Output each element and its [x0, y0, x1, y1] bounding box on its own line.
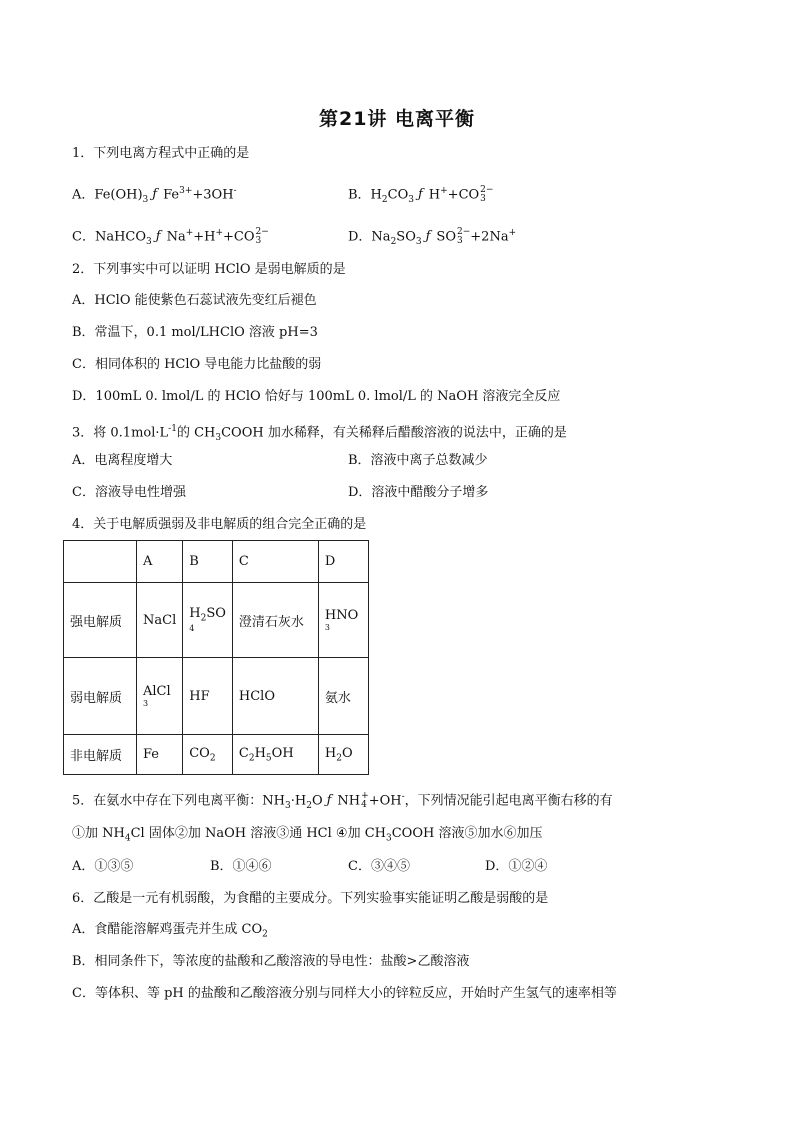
page-title: 第21讲 电离平衡 [318, 108, 476, 130]
q1-option-a: A．$Fe(OH)_3$ ƒ $Fe^{3+}+3OH^-$ [72, 186, 237, 205]
q1-option-d: D．$Na_2SO_3$ ƒ SO 2− 3 +2Na+ [348, 226, 517, 247]
table-header-cell: A [137, 541, 183, 583]
table-cell: $CO_2$ [183, 735, 233, 775]
q6-option-a: A．食醋能溶解鸡蛋壳并生成 $CO_2$ [72, 922, 268, 940]
table-header-cell: D [318, 541, 368, 583]
table-header-row [64, 541, 369, 583]
q5-stem: 5．在氨水中存在下列电离平衡：$NH_3\cdot H_2O$ ƒ NH + 4 +OH-，下列情况能引起电离平衡右移的有 [72, 790, 613, 811]
q2-option-d: D．100mL 0. lmol/L 的 HClO 恰好与 100mL 0. lmol/L 的 NaOH 溶液完全反应 [72, 389, 561, 404]
table-header-cell: C [232, 541, 318, 583]
q2-stem: 2．下列事实中可以证明 HClO 是弱电解质的是 [72, 262, 346, 277]
q3-option-a: A．电离程度增大 [72, 453, 173, 468]
q6-stem: 6．乙酸是一元有机弱酸，为食醋的主要成分。下列实验事实能证明乙酸是弱酸的是 [72, 891, 549, 906]
q3-option-d: D．溶液中醋酸分子增多 [348, 485, 489, 500]
table-cell: Fe [137, 735, 183, 775]
q5-option-b: B．①④⑥ [210, 859, 272, 874]
q1-option-b: B．$H_2CO_3$ ƒ H++CO 2− 3 [348, 184, 494, 205]
q6-option-c: C．等体积、等 pH 的盐酸和乙酸溶液分别与同样大小的锌粒反应，开始时产生氢气的速率相等 [72, 986, 617, 1001]
q1-stem: 1．下列电离方程式中正确的是 [72, 146, 250, 161]
table-row [64, 583, 369, 658]
q2-option-b: B．常温下，0.1 mol/LHClO 溶液 pH=3 [72, 325, 318, 340]
table-cell: $H_2O$ [318, 735, 368, 775]
table-row-label: 弱电解质 [64, 658, 137, 735]
table-header-cell [64, 541, 137, 583]
q5-conditions: ①加 $NH_4Cl$ 固体②加 NaOH 溶液③通 HCl ④加 $CH_3COOH$ 溶液⑤加水⑥加压 [72, 826, 543, 844]
q3-option-c: C．溶液导电性增强 [72, 485, 186, 500]
table-cell: HClO [232, 658, 318, 735]
table-cell: HF [183, 658, 233, 735]
q1-option-c: C．NaHCO$_3$ ƒ Na++H++CO 2− 3 [72, 226, 269, 247]
q3-option-b: B．溶液中离子总数减少 [348, 453, 488, 468]
table-row [64, 735, 369, 775]
q5-option-a: A．①③⑤ [72, 859, 134, 874]
q5-option-d: D．①②④ [485, 859, 548, 874]
q3-stem: 3．将 $0.1mol\cdot L^{-1}$的 $CH_3COOH$ 加水稀释，有关稀释后醋酸溶液的说法中，正确的是 [72, 424, 567, 443]
table-row-label: 非电解质 [64, 735, 137, 775]
q6-option-b: B．相同条件下，等浓度的盐酸和乙酸溶液的导电性：盐酸>乙酸溶液 [72, 954, 470, 969]
q2-option-c: C．相同体积的 HClO 导电能力比盐酸的弱 [72, 357, 322, 372]
table-cell: $C_2H_5OH$ [232, 735, 318, 775]
q2-option-a: A．HClO 能使紫色石蕊试液先变红后褪色 [72, 293, 317, 308]
electrolyte-table [63, 540, 369, 775]
table-row-label: 强电解质 [64, 583, 137, 658]
table-cell: $H_2SO$ 4 [183, 583, 233, 658]
table-cell: 氨水 [318, 658, 368, 735]
table-cell: NaCl [137, 583, 183, 658]
table-row [64, 658, 369, 735]
table-cell: AlCl 3 [137, 658, 183, 735]
table-cell: HNO 3 [318, 583, 368, 658]
table-cell: 澄清石灰水 [232, 583, 318, 658]
q5-option-c: C．③④⑤ [348, 859, 410, 874]
q4-stem: 4．关于电解质强弱及非电解质的组合完全正确的是 [72, 517, 367, 532]
table-header-cell: B [183, 541, 233, 583]
